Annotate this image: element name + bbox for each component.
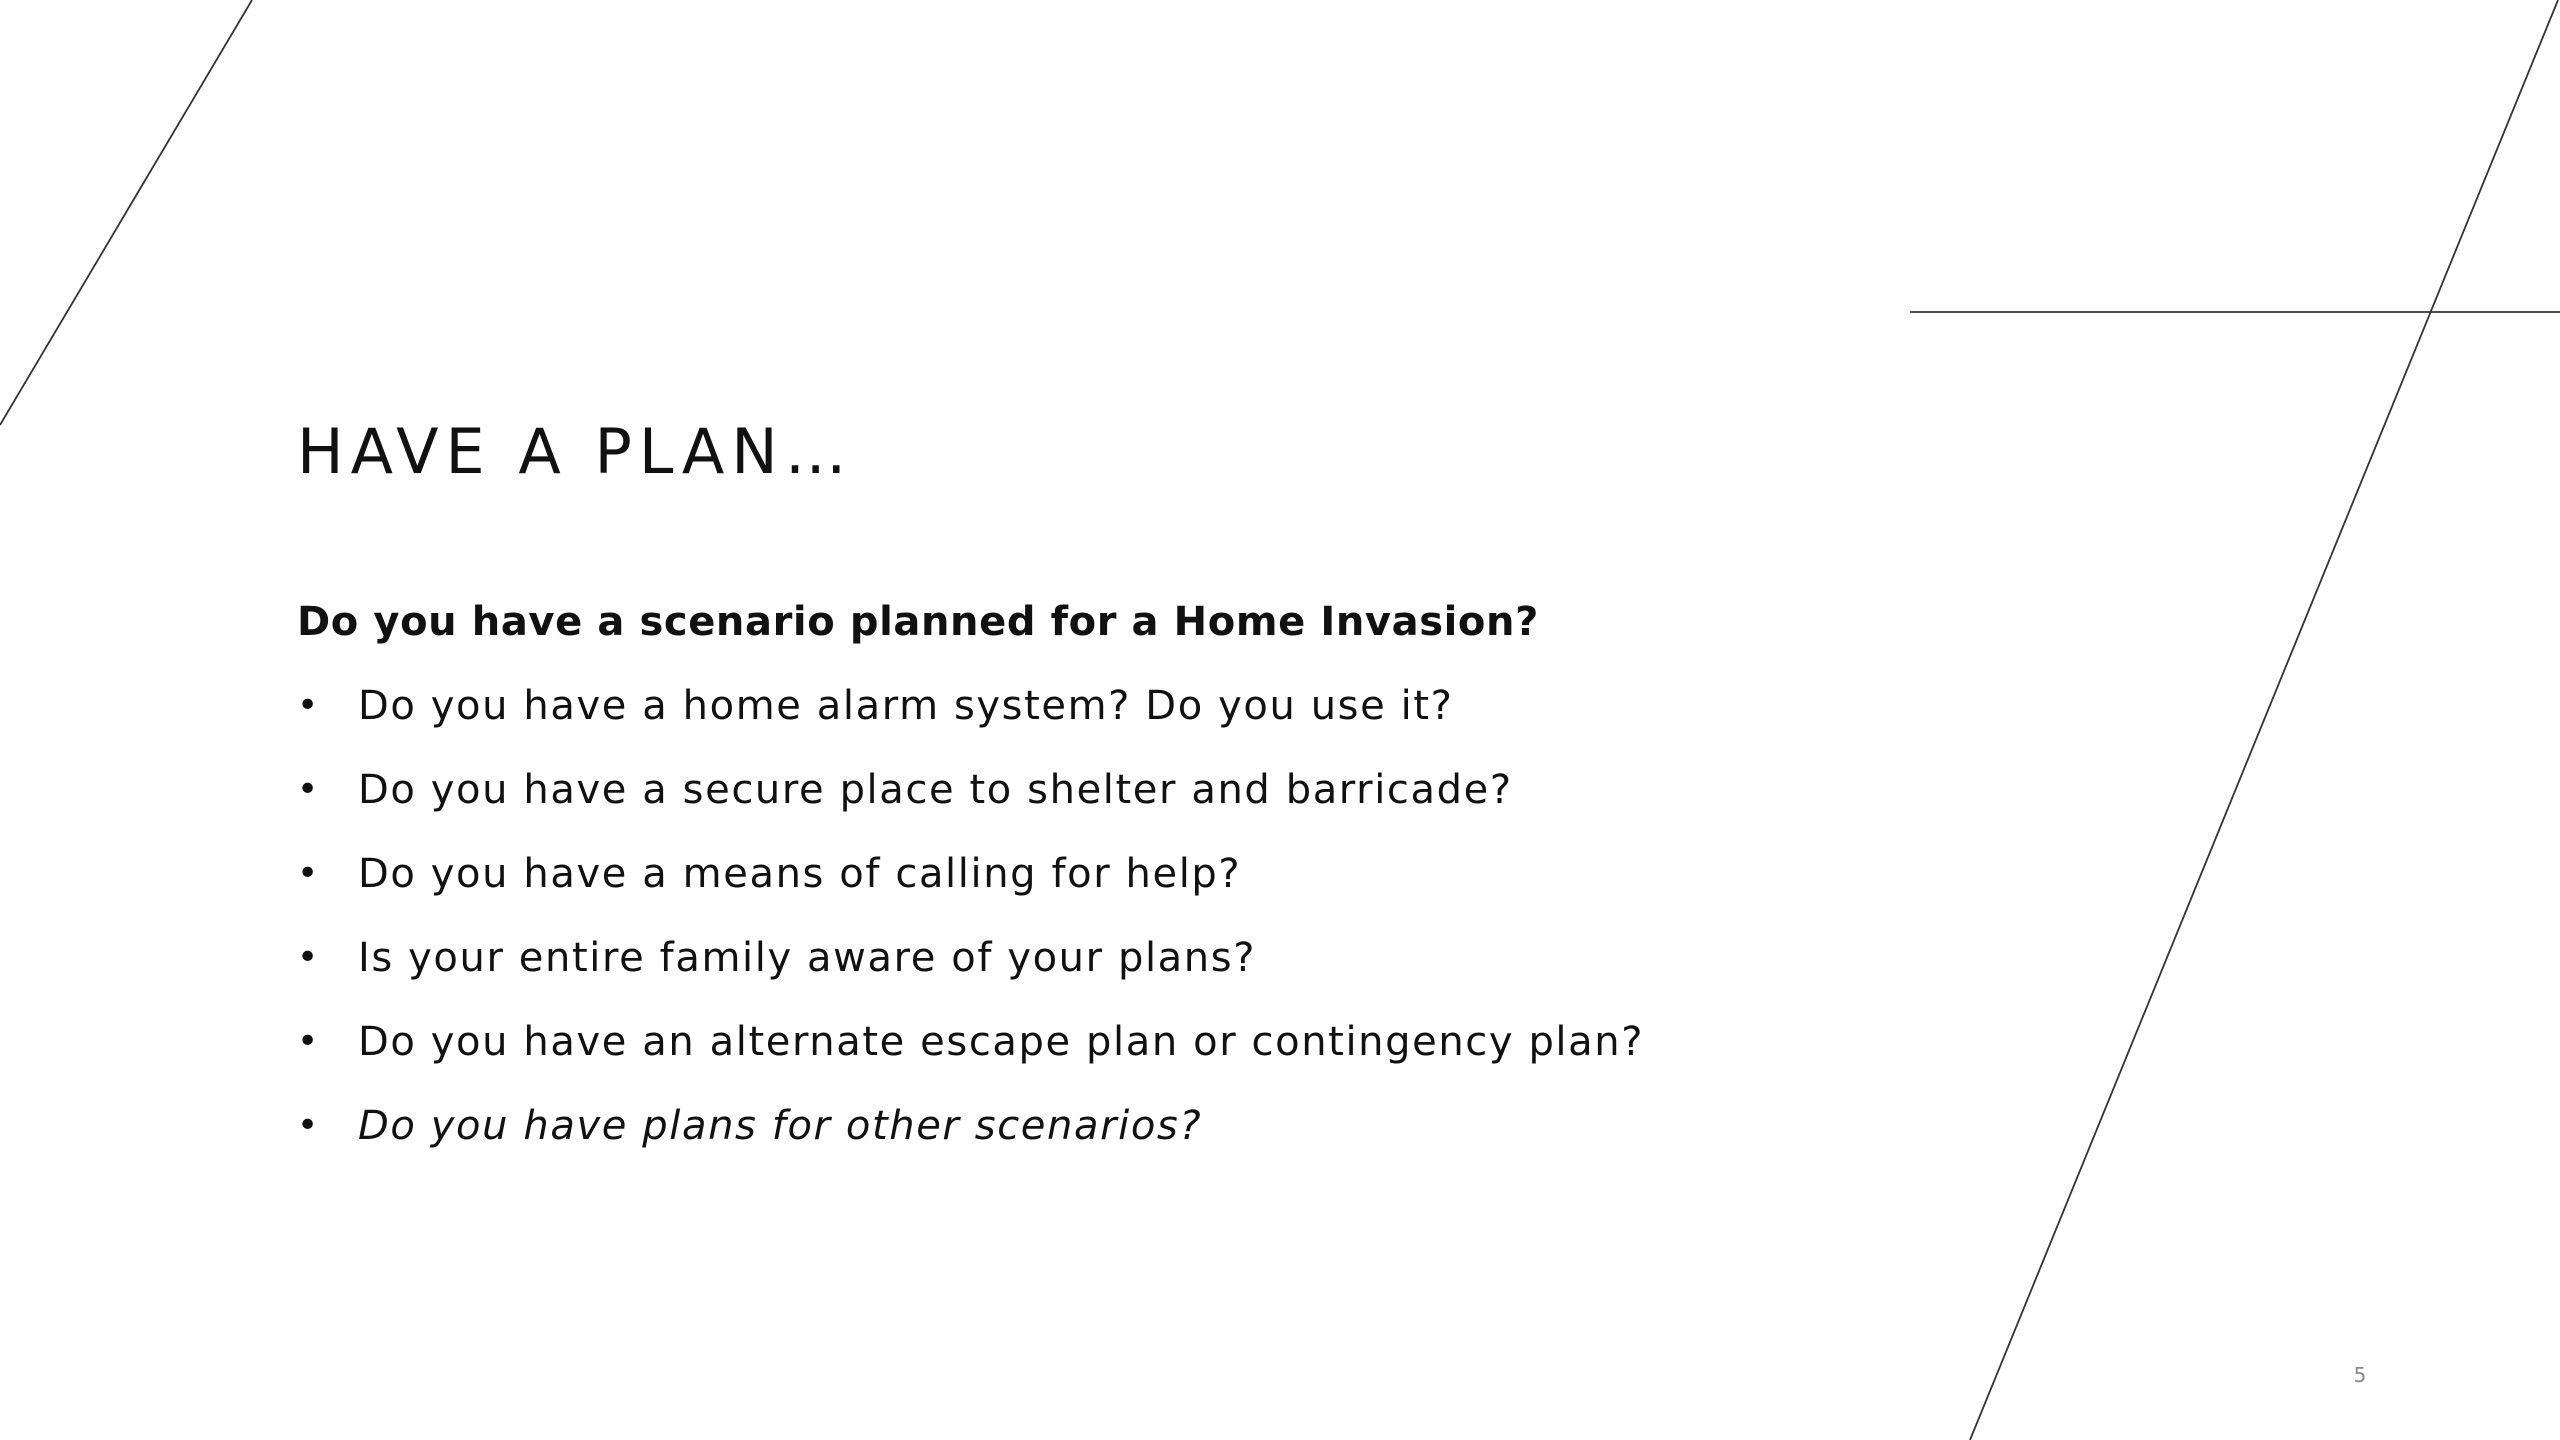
slide-content <box>297 590 1997 1178</box>
bullet-item <box>297 926 1997 1010</box>
bullet-symbol: • <box>297 853 320 894</box>
bullet-item <box>297 1010 1997 1094</box>
diagonal-line-right <box>1970 0 2558 1440</box>
bullet-symbol: • <box>297 685 320 726</box>
bullet-text: Do you have plans for other scenarios? <box>358 1103 1203 1149</box>
bullet-symbol: • <box>297 937 320 978</box>
bullet-text: Do you have a secure place to shelter and barricade? <box>358 767 1513 813</box>
slide-title: HAVE A PLAN… <box>297 415 854 488</box>
bullet-item <box>297 1094 1997 1178</box>
bullet-symbol: • <box>297 1105 320 1146</box>
bullet-text: Do you have a home alarm system? Do you use it? <box>358 683 1454 729</box>
bullet-symbol: • <box>297 1021 320 1062</box>
page-number: 5 <box>2353 1363 2367 1387</box>
bullet-item <box>297 674 1997 758</box>
bullet-text: Do you have a means of calling for help? <box>358 851 1242 897</box>
diagonal-line-top-left <box>0 0 252 425</box>
bullet-item <box>297 842 1997 926</box>
bullet-list <box>297 674 1997 1178</box>
bullet-text: Is your entire family aware of your plans? <box>358 935 1257 981</box>
bullet-item <box>297 758 1997 842</box>
lead-question: Do you have a scenario planned for a Home Invasion? <box>297 599 1539 645</box>
bullet-symbol: • <box>297 769 320 810</box>
bullet-text: Do you have an alternate escape plan or contingency plan? <box>358 1019 1645 1065</box>
